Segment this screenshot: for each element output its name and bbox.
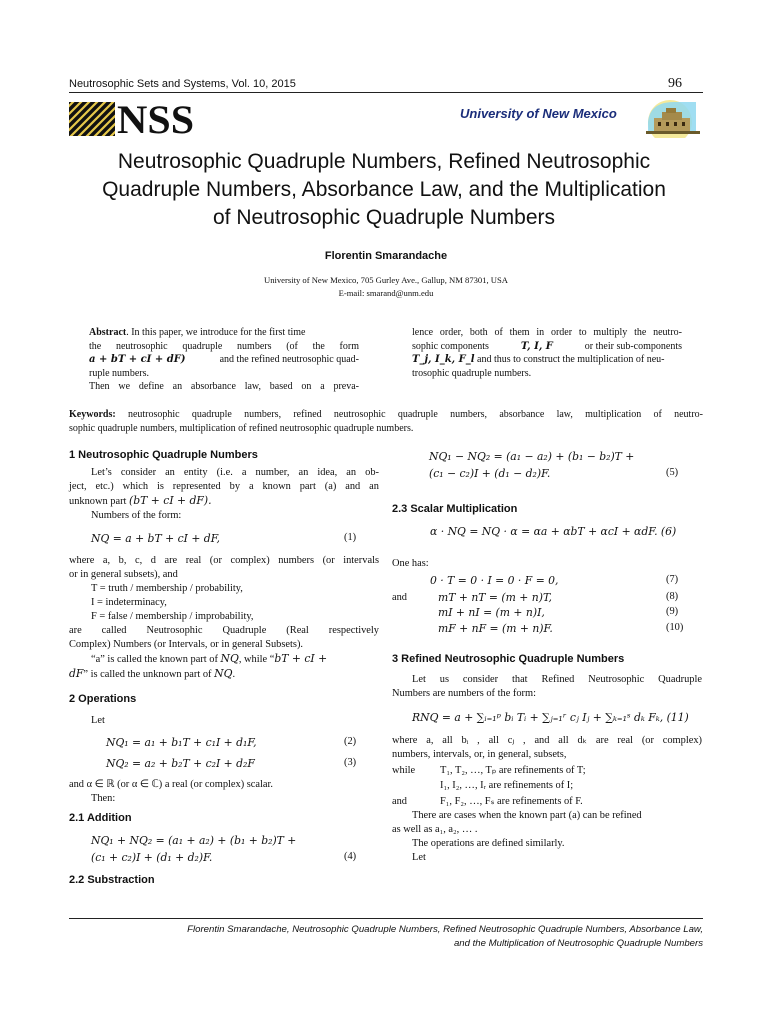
author-affiliation [69,274,703,300]
scalar-line: and α ∈ ℝ (or α ∈ ℂ) a real (or complex) scalar. [69,779,274,790]
journal-logo [69,97,214,142]
let-text: Let [91,715,105,726]
abstract-left: Abstract. In this paper, we introduce for the first time the neutrosophic quadruple numbers (of the form a + bT + cI + dF) and the refined neutrosophic quad- ruple numbers. Then we define an absorbance law, based on a preva- [89,327,359,392]
equation-3-number: (3) [344,757,357,768]
equation-1: NQ = a + bT + cI + dF, [91,532,220,545]
and-text-2: and [392,796,408,807]
equation-4-line2: (c₁ + c₂)I + (d₁ + d₂)F. [91,851,213,864]
equation-9-number: (9) [666,606,679,617]
equation-10-number: (10) [666,622,684,633]
header-rule [69,92,703,93]
equation-8: mT + nT = (m + n)T, [438,591,552,604]
equation-9: mI + nI = (m + n)I, [438,606,545,619]
section-1-body: Let’s consider an entity (i.e. a number, an idea, an ob- ject, etc.) which is represented by a known part (a) and an unknown part (bT + cI + dF). Numbers of the form: [69,467,379,521]
while-text: while [392,765,416,776]
title-line: Neutrosophic Quadruple Numbers, Refined Neutrosophic [117,150,651,173]
equation-2: NQ₁ = a₁ + b₁T + c₁I + d₁F, [106,736,257,749]
equation-7-number: (7) [666,574,679,585]
then-text: Then: [91,793,116,804]
section-1-heading: 1 Neutrosophic Quadruple Numbers [69,449,258,461]
equation-10: mF + nF = (m + n)F. [438,622,553,635]
section-1-defs: where a, b, c, d are real (or complex) numbers (or intervals or in general subsets), and T = truth / membership / probability, I = indeterminacy, F = false / membership / improbability, are called Neutrosophic Quadruple (Real respectively Complex) Numbers (or Intervals, or in general Subsets). “a” is called the known part of NQ, while “bT + cI + dF” is called the unknown part of NQ. [69,555,379,680]
one-has-text: One has: [392,558,429,569]
equation-5-line2: (c₁ − c₂)I + (d₁ − d₂)F. [429,467,551,480]
equation-8-number: (8) [666,591,679,602]
abstract-formula: a + bT + cI + dF) [89,354,186,365]
equation-7: 0 · T = 0 · I = 0 · F = 0, [430,574,559,587]
refinement-T: T₁, T₂, …, Tₚ are refinements of T; [440,765,586,776]
refinement-I: I₁, I₂, …, Iᵣ are refinements of I; [440,780,574,791]
section-3-cases: There are cases when the known part (a) can be refined as well as a₁, a₂, … . The operations are defined similarly. Let [392,810,642,863]
title-line: of Neutrosophic Quadruple Numbers [212,206,555,229]
footer-rule [69,918,703,919]
page-number: 96 [668,76,682,91]
university-building-icon [636,96,704,138]
equation-4-line1: NQ₁ + NQ₂ = (a₁ + a₂) + (b₁ + b₂)T + [91,834,297,847]
equation-5-line1: NQ₁ − NQ₂ = (a₁ − a₂) + (b₁ − b₂)T + [429,450,635,463]
abstract-label: Abstract [89,327,127,338]
equation-5-number: (5) [666,467,679,478]
equation-4-number: (4) [344,851,357,862]
and-text: and [392,592,408,603]
keywords: Keywords: neutrosophic quadruple numbers, refined neutrosophic quadruple numbers, absorbance law, multiplication of neutro- sophic quadruple numbers, multiplication of refined neutrosophic quadruple numbers. [69,409,703,434]
footer-line: and the Multiplication of Neutrosophic Quadruple Numbers [453,937,703,949]
equation-6: α · NQ = NQ · α = αa + αbT + αcI + αdF. (6) [430,525,677,538]
logo-text: NSS [117,97,195,142]
section-3-heading: 3 Refined Neutrosophic Quadruple Numbers [392,653,625,665]
section-2-heading: 2 Operations [69,693,137,705]
footer-line: Florentin Smarandache, Neutrosophic Quadruple Numbers, Refined Neutrosophic Quadruple Numbers, Absorbance Law, [187,924,703,935]
logo-stripes-icon [69,102,115,136]
section-3-intro: Let us consider that Refined Neutrosophic Quadruple Numbers are numbers of the form: [392,674,702,699]
subsection-addition: 2.1 Addition [69,812,132,824]
affiliation-line: University of New Mexico, 705 Gurley Ave., Gallup, NM 87301, USA [263,275,508,285]
refinement-F: F₁, F₂, …, Fₛ are refinements of F. [440,796,583,807]
abstract-right: lence order, both of them in order to multiply the neutro- sophic components T, I, F or their sub-components T_j, I_k, F_l and thus to construct the multiplication of neu- trosophic quadruple numbers. [412,327,682,379]
equation-1-number: (1) [344,532,357,543]
keywords-label: Keywords: [69,409,116,420]
subsection-scalar-multiplication: 2.3 Scalar Multiplication [392,503,518,515]
paper-title [60,148,708,232]
university-name: University of New Mexico [460,106,617,121]
author-name: Florentin Smarandache [324,250,448,262]
footer-citation [69,923,703,950]
equation-2-number: (2) [344,736,357,747]
email-line: E-mail: smarand@unm.edu [338,288,434,298]
journal-name: Neutrosophic Sets and Systems, Vol. 10, 2015 [69,78,296,90]
subsection-substraction: 2.2 Substraction [69,874,155,886]
title-line: Quadruple Numbers, Absorbance Law, and the Multiplication [102,178,666,201]
equation-11: RNQ = a + ∑ᵢ₌₁ᵖ bᵢ Tᵢ + ∑ⱼ₌₁ʳ cⱼ Iⱼ + ∑ₖ₌₁ˢ dₖ Fₖ, (11) [412,711,689,724]
equation-3: NQ₂ = a₂ + b₂T + c₂I + d₂F [106,757,255,770]
section-3-where: where a, all bᵢ , all cⱼ , and all dₖ are real (or complex) numbers, intervals, or, in general, subsets, [392,735,702,760]
